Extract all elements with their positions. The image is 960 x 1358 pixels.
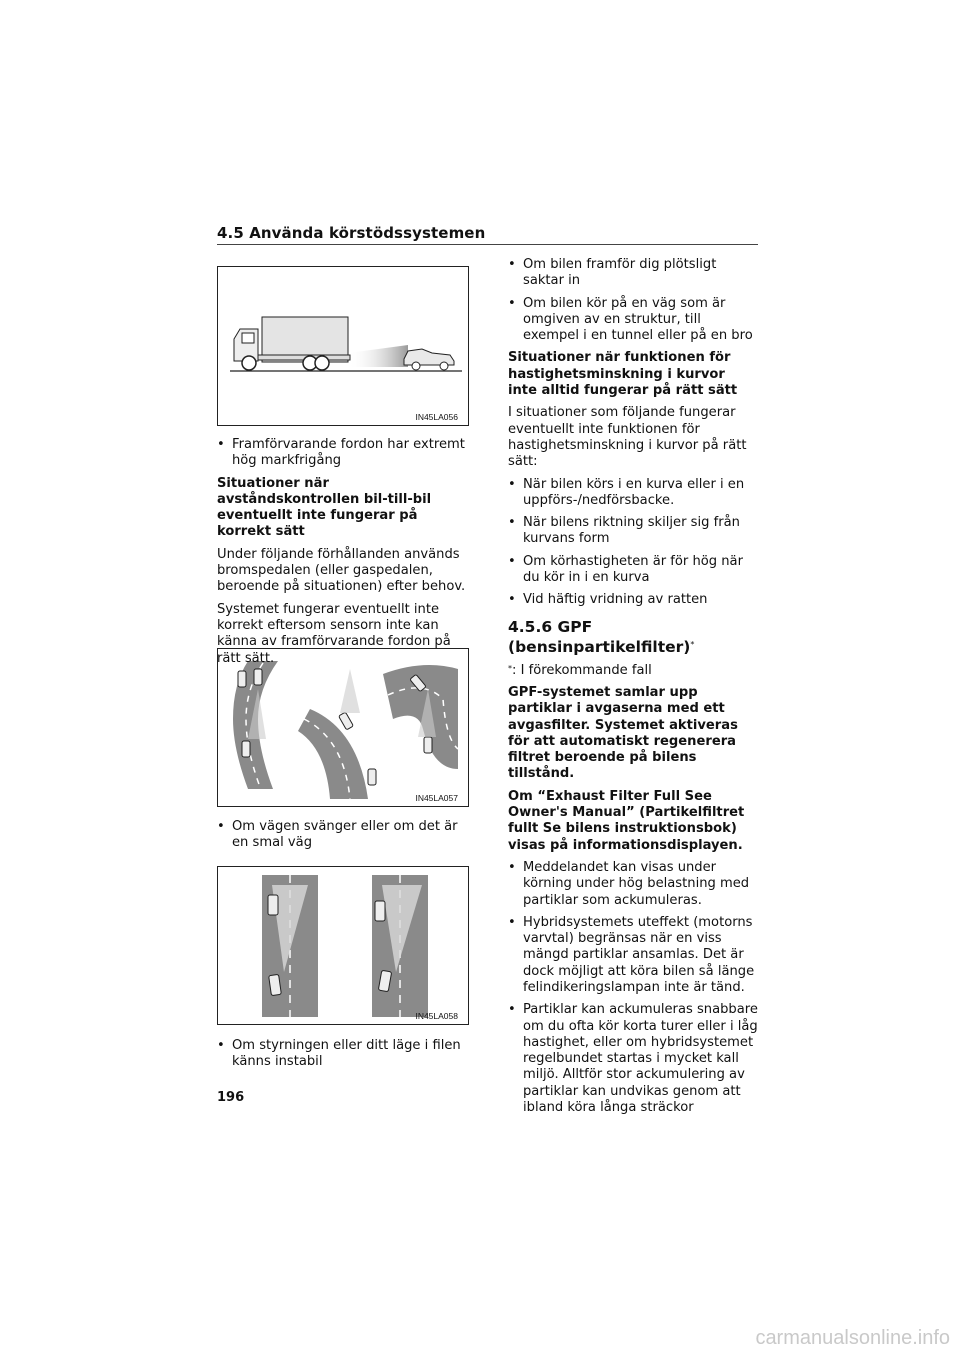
subheading: GPF-systemet samlar upp partiklar i avgaserna med ett avgasfilter. Systemet aktiveras för att automatiskt regenerera filtret beroende på bilens tillstånd. <box>508 684 738 782</box>
figure-truck-clearance <box>217 266 469 426</box>
list-item: • Vid häftig vridning av ratten <box>508 592 708 608</box>
footnote: *: I förekommande fall <box>508 662 652 678</box>
left-text-block-2 <box>217 819 472 858</box>
figure-code: IN45LA058 <box>415 1011 458 1021</box>
list-item: • När bilens riktning skiljer sig från kurvans form <box>508 515 740 547</box>
paragraph: Under följande förhållanden används bromspedalen (eller gaspedalen, beroende på situationen) efter behov. <box>217 546 466 595</box>
list-item: • Framförvarande fordon har extremt hög markfrigång <box>217 437 465 469</box>
watermark: carmanualsonline.info <box>755 1327 950 1349</box>
header-divider <box>217 244 758 245</box>
subheading: Situationer när funktionen för hastighetsminskning i kurvor inte alltid fungerar på rätt sätt <box>508 350 738 399</box>
list-item: • Om vägen svänger eller om det är en smal väg <box>217 819 458 851</box>
lane-weaving-illustration <box>218 867 468 1024</box>
list-item: • Om bilen framför dig plötsligt saktar in <box>508 257 717 289</box>
footnote-mark: * <box>690 639 695 649</box>
list-item: • När bilen körs i en kurva eller i en uppförs-/nedförsbacke. <box>508 476 745 508</box>
figure-lane-weaving <box>217 866 469 1025</box>
paragraph: I situationer som följande fungerar eventuellt inte funktionen för hastighetsminskning i kurvor på rätt sätt: <box>508 405 747 470</box>
subheading: Om “Exhaust Filter Full See Owner's Manual” (Partikelfiltret fullt Se bilens instruktionsbok) visas på informationsdisplayen. <box>508 788 745 853</box>
left-text-block-1 <box>217 437 472 673</box>
list-item: • Meddelandet kan visas under körning under hög belastning med partiklar som ackumuleras. <box>508 859 750 908</box>
subheading: Situationer när avståndskontrollen bil-till-bil eventuellt inte fungerar på korrekt sätt <box>217 475 432 540</box>
list-item: • Om styrningen eller ditt läge i filen känns instabil <box>217 1038 461 1070</box>
left-text-block-3 <box>217 1038 472 1077</box>
list-item: • Om bilen kör på en väg som är omgiven av en struktur, till exempel i en tunnel eller på en bro <box>508 295 753 344</box>
paragraph: Systemet fungerar eventuellt inte korrekt eftersom sensorn inte kan känna av framförvarande fordon på rätt sätt. <box>217 601 451 666</box>
right-column <box>508 257 758 1122</box>
list-item: • Om körhastigheten är för hög när du kör in i en kurva <box>508 553 743 586</box>
list-item: • Hybridsystemets uteffekt (motorns varvtal) begränsas när en viss mängd partiklar ansamlas. Det är dock möjligt att köra bilen så länge felindikeringslampan inte är tänd. <box>508 914 755 995</box>
list-item: • Partiklar kan ackumuleras snabbare om du ofta kör korta turer eller i låg hastighet, eller om hybridsystemet regelbundet startas i mycket kall miljö. Alltför stor ackumulering av partiklar kan undvikas genom att ibland köra långa sträckor <box>508 1002 758 1116</box>
section-header: 4.5 Använda körstödssystemen <box>217 224 486 242</box>
figure-code: IN45LA056 <box>415 412 458 422</box>
page-number: 196 <box>217 1090 245 1105</box>
figure-code: IN45LA057 <box>415 793 458 803</box>
section-title: 4.5.6 GPF (bensinpartikelfilter)* <box>508 617 695 656</box>
truck-car-illustration <box>218 267 468 425</box>
